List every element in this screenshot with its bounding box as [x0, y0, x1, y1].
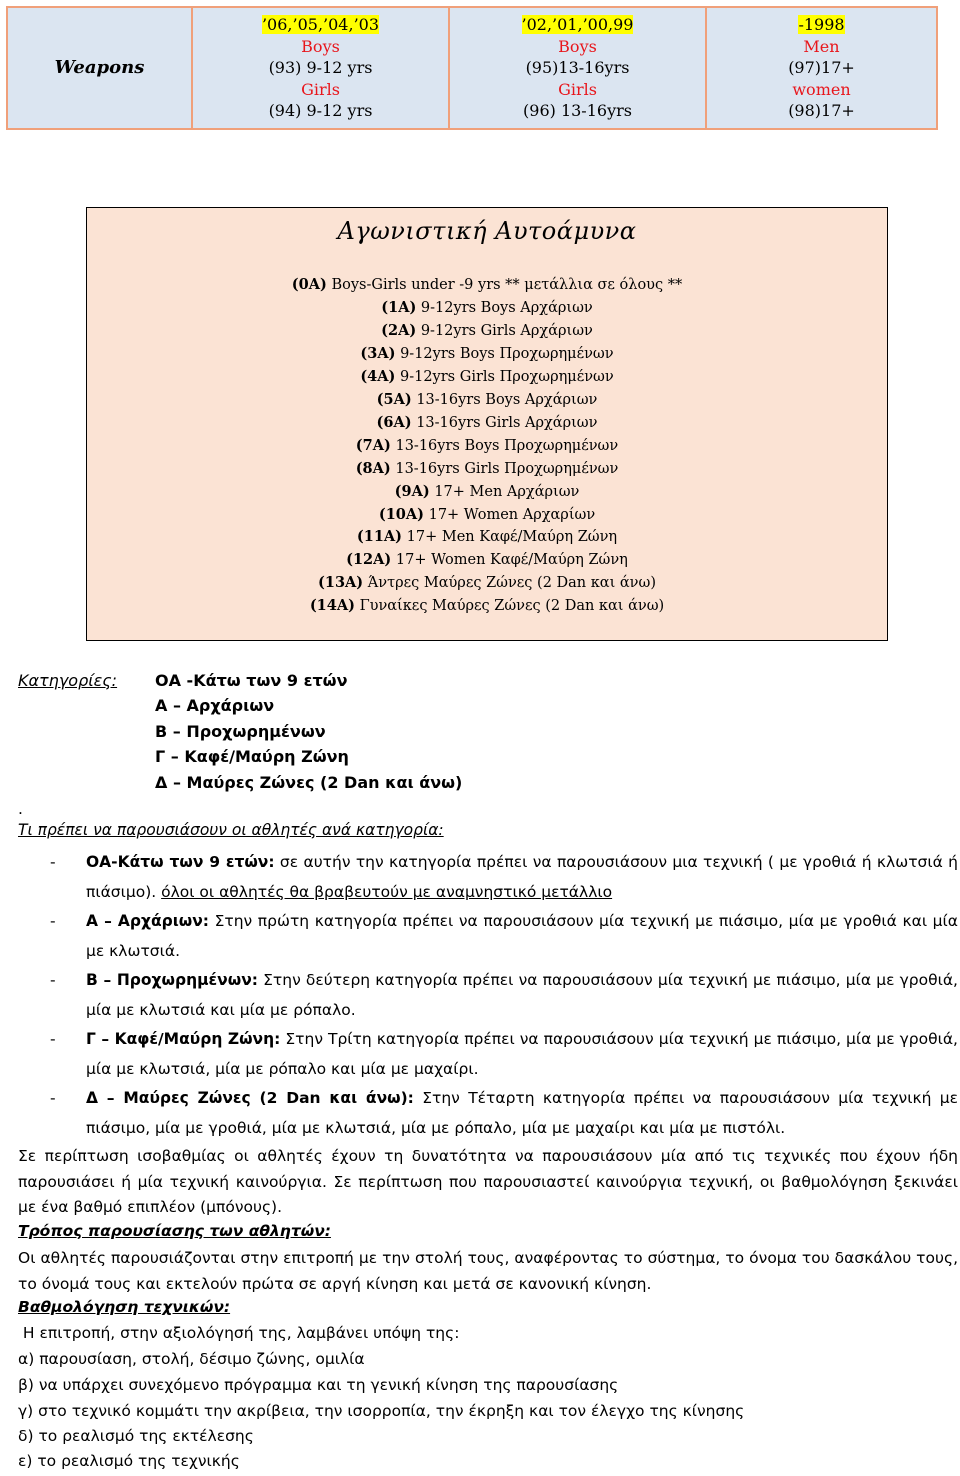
bullet-dash: - — [50, 1030, 56, 1048]
requirement-item: Δ – Μαύρες Ζώνες (2 Dan και άνω): Στην Τέταρτη κατηγορία πρέπει να παρουσιάσουν μία τεχνική με πιάσιμο, μία με γροθιά, μία με κλωτσιά, μία με ρόπαλο, μία με μαχαίρι και μία με πιστόλι. — [86, 1089, 958, 1137]
category-item: (11A) 17+ Men Καφέ/Μαύρη Ζώνη — [356, 528, 618, 546]
years-label: ’06,’05,’04,’03 — [261, 15, 380, 35]
tie-paragraph: Σε περίπτωση ισοβαθμίας οι αθλητές έχουν τη δυνατότητα να παρουσιάσουν μία από τις τεχνικές που έχουν ήδη παρουσιάσει ή μία τεχνική καινούργια. Σε περίπτωση που παρουσιαστεί καινούργια τεχνική, οι βαθμολόγηση ξεκινάει με ένα βαθμό επιπλέον (μπόνους). — [18, 1147, 958, 1216]
women-detail: (98)17+ — [788, 101, 855, 121]
boys-label: Boys — [301, 36, 340, 56]
weapons-label: Weapons — [7, 7, 192, 129]
boys-label: Boys — [558, 36, 597, 56]
weapons-age-table — [6, 6, 938, 130]
category-item: (5A) 13-16yrs Boys Αρχάριων — [376, 390, 598, 408]
stray-dot: . — [18, 800, 23, 818]
scoring-item: γ) στο τεχνικό κομμάτι την ακρίβεια, την ισορροπία, την έκρηξη και τον έλεγχο της κίνησης — [18, 1402, 745, 1420]
bullet-dash: - — [50, 912, 56, 930]
category-item: (9A) 17+ Men Αρχάριων — [394, 482, 580, 500]
method-heading: Τρόπος παρουσίασης των αθλητών: — [18, 1222, 331, 1240]
category-item: (14A) Γυναίκες Μαύρες Ζώνες (2 Dan και άνω) — [309, 597, 665, 615]
category-item: (0A) Boys-Girls under -9 yrs ** μετάλλια σε όλους ** — [291, 276, 683, 293]
category-item: (1A) 9-12yrs Boys Αρχάριων — [381, 298, 593, 316]
scoring-item: ε) το ρεαλισμό της τεχνικής — [18, 1452, 240, 1470]
category-item: (13A) Άντρες Μαύρες Ζώνες (2 Dan και άνω) — [318, 574, 656, 592]
category-legend-item: ΟΑ -Κάτω των 9 ετών — [155, 671, 348, 690]
categories-heading: Κατηγορίες: — [18, 671, 118, 690]
category-legend-item: Β – Προχωρημένων — [155, 722, 326, 741]
girls-detail: (94) 9-12 yrs — [268, 101, 373, 121]
boys-detail: (93) 9-12 yrs — [268, 58, 373, 78]
scoring-item: δ) το ρεαλισμό της εκτέλεσης — [18, 1427, 254, 1445]
requirement-item: Γ – Καφέ/Μαύρη Ζώνη: Στην Τρίτη κατηγορία πρέπει να παρουσιάσουν μία τεχνική με πιάσιμο, μία με γροθιά, μία με κλωτσιά, μία με ρόπαλο και μία με μαχαίρι. — [86, 1030, 958, 1078]
age-group-cell-3 — [706, 7, 937, 129]
scoring-intro: Η επιτροπή, στην αξιολόγησή της, λαμβάνει υπόψη της: — [18, 1324, 460, 1342]
bullet-dash: - — [50, 853, 56, 871]
years-label: -1998 — [798, 15, 845, 35]
category-item: (2A) 9-12yrs Girls Αρχάριων — [381, 321, 593, 339]
age-group-cell-2 — [449, 7, 706, 129]
category-legend-item: Γ – Καφέ/Μαύρη Ζώνη — [155, 747, 349, 766]
category-item: (10A) 17+ Women Αρχαρίων — [378, 505, 596, 523]
category-item: (8A) 13-16yrs Girls Προχωρημένων — [355, 459, 619, 477]
bullet-dash: - — [50, 1089, 56, 1107]
women-label: women — [792, 79, 851, 99]
scoring-item: β) να υπάρχει συνεχόμενο πρόγραμμα και τη γενική κίνηση της παρουσίασης — [18, 1376, 619, 1394]
presentation-heading: Τι πρέπει να παρουσιάσουν οι αθλητές ανά κατηγορία: — [18, 821, 444, 839]
category-item: (3A) 9-12yrs Boys Προχωρημένων — [360, 344, 614, 362]
years-label: ’02,’01,’00,99 — [521, 15, 634, 35]
category-item: (4A) 9-12yrs Girls Προχωρημένων — [360, 367, 614, 385]
method-paragraph: Οι αθλητές παρουσιάζονται στην επιτροπή με την στολή τους, αναφέροντας το σύστημα, το όνομα του δασκάλου τους, το όνομά τους και εκτελούν πρώτα σε αργή κίνηση και μετά σε κανονική κίνηση. — [18, 1249, 958, 1293]
requirement-item: Β – Προχωρημένων: Στην δεύτερη κατηγορία πρέπει να παρουσιάσουν μία τεχνική με πιάσιμο, μία με γροθιά, μία με κλωτσιά και μία με ρόπαλο. — [86, 971, 958, 1019]
category-item: (7A) 13-16yrs Boys Προχωρημένων — [355, 436, 619, 454]
requirement-item: ΟΑ-Κάτω των 9 ετών: σε αυτήν την κατηγορία πρέπει να παρουσιάσουν μια τεχνική ( με γροθιά ή κλωτσιά ή πιάσιμο). όλοι οι αθλητές θα βραβευτούν με αναμνηστικό μετάλλιο — [86, 853, 959, 901]
box-title: Αγωνιστική Αυτοάμυνα — [337, 217, 637, 245]
category-item: (6A) 13-16yrs Girls Αρχάριων — [376, 413, 598, 431]
category-legend-item: Α – Αρχάριων — [155, 696, 275, 715]
girls-label: Girls — [558, 79, 597, 99]
category-list — [87, 274, 887, 618]
men-detail: (97)17+ — [788, 58, 855, 78]
scoring-heading: Βαθμολόγηση τεχνικών: — [18, 1298, 231, 1316]
self-defense-box — [86, 207, 888, 641]
bullet-dash: - — [50, 971, 56, 989]
scoring-item: α) παρουσίαση, στολή, δέσιμο ζώνης, ομιλία — [18, 1350, 365, 1368]
category-item: (12A) 17+ Women Καφέ/Μαύρη Ζώνη — [346, 551, 628, 569]
girls-detail: (96) 13-16yrs — [523, 101, 632, 121]
boys-detail: (95)13-16yrs — [525, 58, 630, 78]
age-group-cell-1 — [192, 7, 449, 129]
men-label: Men — [803, 36, 840, 56]
requirement-item: Α – Αρχάριων: Στην πρώτη κατηγορία πρέπει να παρουσιάσουν μία τεχνική με πιάσιμο, μία με γροθιά και μία με κλωτσιά. — [86, 912, 959, 960]
girls-label: Girls — [301, 79, 340, 99]
category-legend-item: Δ – Μαύρες Ζώνες (2 Dan και άνω) — [155, 773, 463, 792]
